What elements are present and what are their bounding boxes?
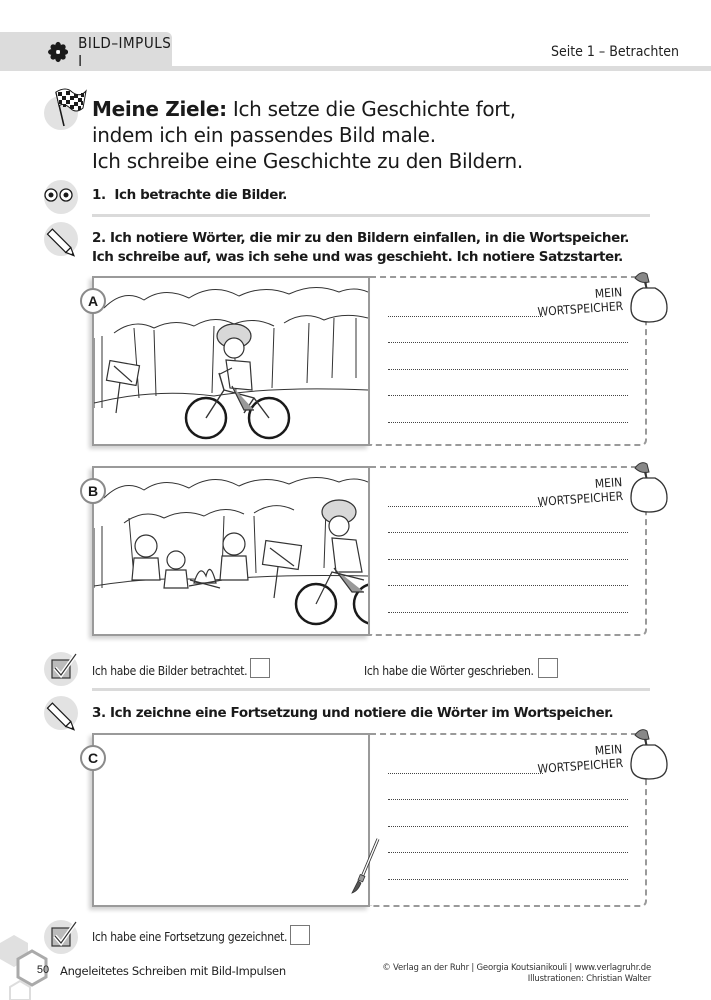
- checkmark-icon-circle: [44, 652, 78, 686]
- writing-line[interactable]: [388, 852, 628, 853]
- illustrator-credit: Illustrationen: Christian Walter: [527, 974, 651, 984]
- page-number: 50: [36, 964, 50, 976]
- sack-icon: [627, 725, 671, 783]
- header-tab: [0, 32, 172, 71]
- book-title: Angeleitetes Schreiben mit Bild-Impulsen: [60, 964, 286, 978]
- task-1: 1. Ich betrachte die Bilder.: [92, 187, 288, 203]
- section-title: BILD–IMPULS I: [78, 33, 172, 70]
- picture-c-drawing-area[interactable]: [87, 733, 370, 907]
- eyes-icon: [40, 180, 80, 214]
- check-label-1: Ich habe die Bilder betrachtet.: [92, 664, 248, 678]
- task-3: 3. Ich zeichne eine Fortsetzung und notiere die Wörter im Wortspeicher.: [92, 705, 614, 721]
- writing-line[interactable]: [388, 559, 628, 560]
- divider: [92, 214, 650, 217]
- checkbox-continuation-drawn[interactable]: [290, 925, 310, 945]
- wortspeicher-b: [370, 466, 647, 636]
- task-2: 2. Ich notiere Wörter, die mir zu den Bildern einfallen, in die Wortspeicher. Ich schreibe auf, was ich sehe und was geschieht. Ich notiere Satzstarter.: [92, 230, 629, 265]
- goals-line1: Ich setze die Geschichte fort,: [232, 97, 516, 121]
- picture-label-b: B: [80, 478, 106, 504]
- check-label-2: Ich habe die Wörter geschrieben.: [364, 664, 534, 678]
- wortspeicher-title: MEIN WORTSPEICHER: [537, 285, 624, 319]
- flower-icon: [48, 41, 68, 63]
- pencil-icon-circle: [44, 222, 78, 256]
- writing-line[interactable]: [388, 316, 543, 317]
- check-label-3: Ich habe eine Fortsetzung gezeichnet.: [92, 930, 288, 944]
- checkbox-check-icon: [48, 650, 82, 684]
- goals-line2: indem ich ein passendes Bild male.: [92, 123, 436, 147]
- picture-a: [87, 276, 370, 446]
- checkbox-pictures-viewed[interactable]: [250, 658, 270, 678]
- wortspeicher-a: [370, 276, 647, 446]
- goals-text: [92, 96, 523, 174]
- writing-line[interactable]: [388, 506, 543, 507]
- writing-line[interactable]: [388, 585, 628, 586]
- picture-label-a: A: [80, 288, 106, 314]
- writing-line[interactable]: [388, 879, 628, 880]
- pencil-icon: [46, 224, 80, 264]
- picture-b: [87, 466, 370, 636]
- writing-line[interactable]: [388, 773, 543, 774]
- goals-heading: Meine Ziele:: [92, 97, 227, 121]
- goals-line3: Ich schreibe eine Geschichte zu den Bildern.: [92, 149, 523, 173]
- wortspeicher-c: [370, 733, 647, 907]
- writing-line[interactable]: [388, 799, 628, 800]
- wortspeicher-title: MEIN WORTSPEICHER: [537, 475, 624, 509]
- goal-icon-wrap: [44, 86, 84, 126]
- sack-icon: [627, 458, 671, 516]
- picture-label-c: C: [80, 745, 106, 771]
- forest-cyclist-illustration: [94, 278, 368, 444]
- campfire-illustration: [94, 468, 368, 634]
- writing-line[interactable]: [388, 422, 628, 423]
- writing-line[interactable]: [388, 342, 628, 343]
- page-label: Seite 1 – Betrachten: [550, 44, 679, 60]
- writing-line[interactable]: [388, 826, 628, 827]
- pencil-icon-circle: [44, 696, 78, 730]
- sack-icon: [627, 268, 671, 326]
- pencil-icon: [46, 698, 80, 738]
- checkered-flag-icon: [50, 86, 90, 128]
- writing-line[interactable]: [388, 369, 628, 370]
- divider: [92, 688, 650, 691]
- copyright: © Verlag an der Ruhr | Georgia Koutsianikouli | www.verlagruhr.de: [382, 963, 651, 973]
- footer-credits: [382, 963, 651, 985]
- eyes-icon-circle: [44, 180, 78, 214]
- writing-line[interactable]: [388, 532, 628, 533]
- writing-line[interactable]: [388, 612, 628, 613]
- checkbox-words-written[interactable]: [538, 658, 558, 678]
- writing-line[interactable]: [388, 395, 628, 396]
- wortspeicher-title: MEIN WORTSPEICHER: [537, 742, 624, 776]
